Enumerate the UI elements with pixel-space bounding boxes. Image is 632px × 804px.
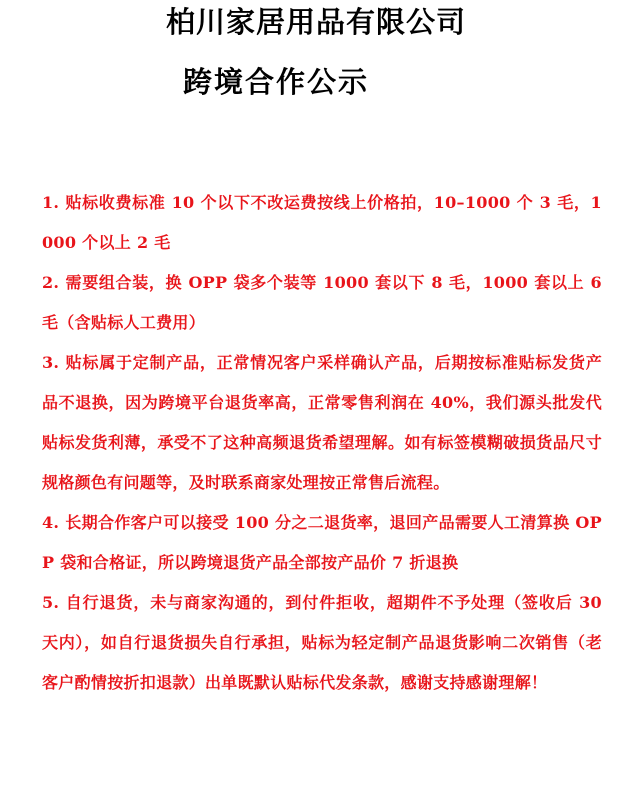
term-item-4: 4. 长期合作客户可以接受 100 分之二退货率，退回产品需要人工清算换 OPP 袋和合格证，所以跨境退货产品全部按产品价 7 折退换 [42, 513, 602, 572]
term-item-5: 5. 自行退货，未与商家沟通的，到付件拒收，超期件不予处理（签收后 30 天内），如自行退货损失自行承担，贴标为轻定制产品退货影响二次销售（老客户酌情按折扣退款）出单既默认贴标代发条款，感谢支持感谢理解！ [42, 593, 602, 692]
terms-list [42, 183, 602, 703]
term-item-3: 3. 贴标属于定制产品，正常情况客户采样确认产品，后期按标准贴标发货产品不退换，因为跨境平台退货率高，正常零售利润在 40%，我们源头批发代贴标发货利薄，承受不了这种高频退货希望理解。如有标签模糊破损货品尺寸规格颜色有问题等，及时联系商家处理按正常售后流程。 [42, 353, 602, 492]
company-title: 柏川家居用品有限公司 [165, 5, 466, 39]
term-item-2: 2. 需要组合装，换 OPP 袋多个装等 1000 套以下 8 毛，1000 套以上 6 毛（含贴标人工费用） [42, 273, 602, 332]
notice-title: 跨境合作公示 [183, 65, 370, 99]
term-item-1: 1. 贴标收费标准 10 个以下不改运费按线上价格拍，10–1000 个 3 毛，1000 个以上 2 毛 [42, 193, 602, 252]
